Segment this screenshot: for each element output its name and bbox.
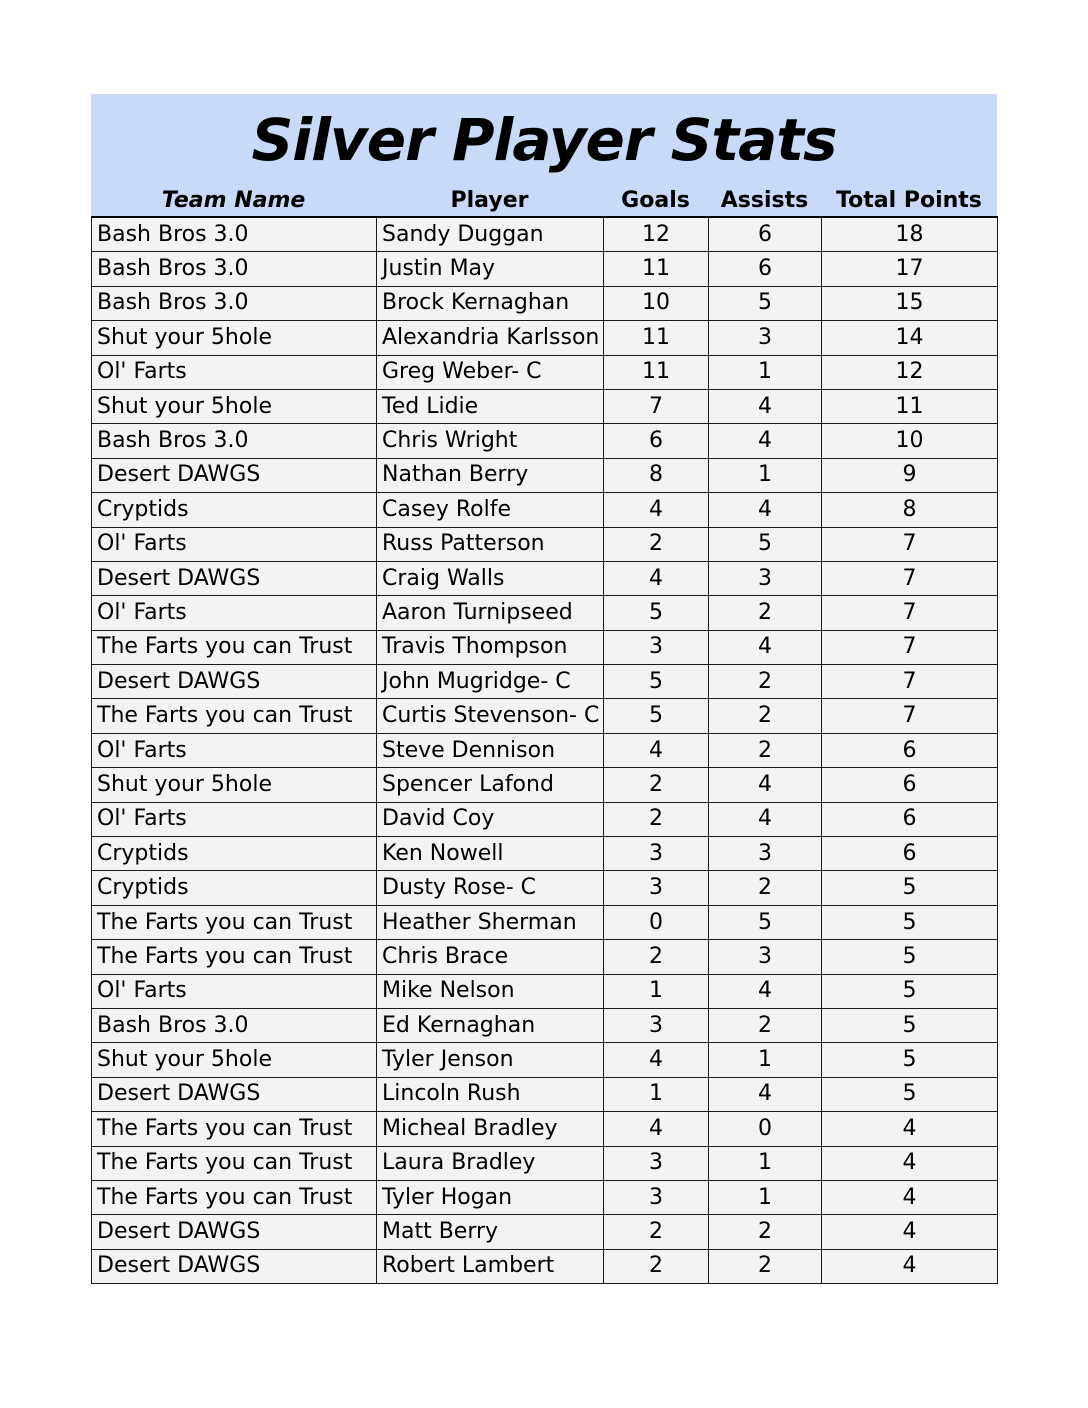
team-cell: Desert DAWGS [92,1077,377,1111]
assists-cell: 1 [709,1043,822,1077]
assists-cell: 2 [709,1215,822,1249]
assists-cell: 3 [709,321,822,355]
assists-cell: 2 [709,699,822,733]
total-points-cell: 4 [822,1112,998,1146]
player-cell: John Mugridge- C [377,665,604,699]
goals-cell: 1 [604,974,709,1008]
assists-cell: 3 [709,940,822,974]
total-points-cell: 5 [822,871,998,905]
table-row [92,458,998,492]
total-points-cell: 6 [822,733,998,767]
team-cell: Shut your 5hole [92,768,377,802]
goals-cell: 7 [604,389,709,423]
total-points-cell: 5 [822,940,998,974]
assists-cell: 4 [709,389,822,423]
assists-cell: 4 [709,768,822,802]
total-points-cell: 5 [822,1043,998,1077]
player-cell: Matt Berry [377,1215,604,1249]
table-row [92,493,998,527]
goals-cell: 5 [604,596,709,630]
table-row [92,252,998,286]
goals-cell: 12 [604,217,709,252]
assists-cell: 2 [709,1249,822,1283]
table-row [92,1215,998,1249]
goals-cell: 3 [604,1180,709,1214]
team-cell: Cryptids [92,871,377,905]
goals-cell: 5 [604,699,709,733]
total-points-cell: 7 [822,561,998,595]
goals-cell: 11 [604,321,709,355]
goals-cell: 11 [604,355,709,389]
assists-cell: 5 [709,527,822,561]
team-cell: Cryptids [92,837,377,871]
player-cell: Heather Sherman [377,905,604,939]
assists-cell: 2 [709,733,822,767]
table-row [92,733,998,767]
team-cell: The Farts you can Trust [92,1112,377,1146]
goals-cell: 6 [604,424,709,458]
table-row [92,1077,998,1111]
team-cell: Ol' Farts [92,596,377,630]
column-header-team: Team Name [161,188,306,213]
table-row [92,527,998,561]
assists-cell: 2 [709,665,822,699]
player-cell: Greg Weber- C [377,355,604,389]
assists-cell: 0 [709,1112,822,1146]
table-row [92,286,998,320]
team-cell: Bash Bros 3.0 [92,252,377,286]
player-cell: Spencer Lafond [377,768,604,802]
total-points-cell: 7 [822,527,998,561]
total-points-cell: 15 [822,286,998,320]
player-cell: Craig Walls [377,561,604,595]
goals-cell: 4 [604,1043,709,1077]
total-points-cell: 4 [822,1180,998,1214]
total-points-cell: 6 [822,802,998,836]
goals-cell: 4 [604,733,709,767]
goals-cell: 2 [604,1249,709,1283]
assists-cell: 3 [709,561,822,595]
table-row [92,596,998,630]
player-cell: Travis Thompson [377,630,604,664]
team-cell: Ol' Farts [92,527,377,561]
player-cell: Casey Rolfe [377,493,604,527]
team-cell: Bash Bros 3.0 [92,217,377,252]
goals-cell: 3 [604,630,709,664]
player-cell: Dusty Rose- C [377,871,604,905]
total-points-cell: 17 [822,252,998,286]
column-header-player: Player [450,188,529,213]
player-cell: Brock Kernaghan [377,286,604,320]
player-cell: Russ Patterson [377,527,604,561]
goals-cell: 2 [604,768,709,802]
total-points-cell: 7 [822,699,998,733]
total-points-cell: 5 [822,905,998,939]
player-cell: Ted Lidie [377,389,604,423]
header-band [91,94,997,216]
team-cell: The Farts you can Trust [92,699,377,733]
total-points-cell: 9 [822,458,998,492]
total-points-cell: 4 [822,1249,998,1283]
total-points-cell: 7 [822,596,998,630]
goals-cell: 4 [604,561,709,595]
stats-sheet [91,94,997,1284]
total-points-cell: 7 [822,630,998,664]
goals-cell: 3 [604,871,709,905]
table-row [92,699,998,733]
player-cell: Robert Lambert [377,1249,604,1283]
player-cell: Lincoln Rush [377,1077,604,1111]
goals-cell: 3 [604,837,709,871]
assists-cell: 2 [709,1008,822,1042]
assists-cell: 4 [709,802,822,836]
player-cell: Ken Nowell [377,837,604,871]
assists-cell: 4 [709,1077,822,1111]
stats-table [91,216,998,1284]
player-cell: Chris Brace [377,940,604,974]
total-points-cell: 11 [822,389,998,423]
assists-cell: 1 [709,1146,822,1180]
total-points-cell: 6 [822,837,998,871]
table-row [92,905,998,939]
total-points-cell: 14 [822,321,998,355]
total-points-cell: 12 [822,355,998,389]
team-cell: Desert DAWGS [92,665,377,699]
player-cell: Alexandria Karlsson [377,321,604,355]
table-row [92,1146,998,1180]
assists-cell: 6 [709,252,822,286]
total-points-cell: 10 [822,424,998,458]
player-cell: Tyler Hogan [377,1180,604,1214]
table-row [92,389,998,423]
total-points-cell: 8 [822,493,998,527]
team-cell: Cryptids [92,493,377,527]
assists-cell: 5 [709,905,822,939]
assists-cell: 1 [709,458,822,492]
goals-cell: 2 [604,802,709,836]
column-header-goals: Goals [621,188,690,213]
goals-cell: 5 [604,665,709,699]
player-cell: Curtis Stevenson- C [377,699,604,733]
player-cell: Steve Dennison [377,733,604,767]
team-cell: Bash Bros 3.0 [92,286,377,320]
player-cell: Mike Nelson [377,974,604,1008]
team-cell: Ol' Farts [92,974,377,1008]
goals-cell: 11 [604,252,709,286]
goals-cell: 10 [604,286,709,320]
team-cell: The Farts you can Trust [92,1180,377,1214]
total-points-cell: 7 [822,665,998,699]
table-row [92,1008,998,1042]
goals-cell: 1 [604,1077,709,1111]
team-cell: The Farts you can Trust [92,1146,377,1180]
assists-cell: 5 [709,286,822,320]
assists-cell: 3 [709,837,822,871]
table-row [92,1043,998,1077]
table-row [92,355,998,389]
player-cell: Micheal Bradley [377,1112,604,1146]
team-cell: Desert DAWGS [92,561,377,595]
team-cell: The Farts you can Trust [92,630,377,664]
column-header-total-points: Total Points [836,188,982,213]
player-cell: Ed Kernaghan [377,1008,604,1042]
player-cell: Justin May [377,252,604,286]
team-cell: Bash Bros 3.0 [92,1008,377,1042]
goals-cell: 0 [604,905,709,939]
total-points-cell: 4 [822,1146,998,1180]
assists-cell: 1 [709,1180,822,1214]
team-cell: The Farts you can Trust [92,940,377,974]
total-points-cell: 5 [822,1077,998,1111]
table-row [92,1180,998,1214]
player-cell: Laura Bradley [377,1146,604,1180]
table-row [92,1249,998,1283]
table-row [92,802,998,836]
table-row [92,424,998,458]
team-cell: Bash Bros 3.0 [92,424,377,458]
total-points-cell: 6 [822,768,998,802]
goals-cell: 2 [604,940,709,974]
table-row [92,974,998,1008]
team-cell: Desert DAWGS [92,458,377,492]
goals-cell: 2 [604,1215,709,1249]
table-row [92,871,998,905]
page-title: Silver Player Stats [251,106,837,174]
team-cell: Shut your 5hole [92,1043,377,1077]
assists-cell: 4 [709,424,822,458]
player-cell: Sandy Duggan [377,217,604,252]
stats-table-body [92,217,998,1284]
goals-cell: 4 [604,1112,709,1146]
column-headers [91,186,997,216]
assists-cell: 4 [709,630,822,664]
goals-cell: 2 [604,527,709,561]
table-row [92,321,998,355]
assists-cell: 4 [709,493,822,527]
team-cell: Shut your 5hole [92,389,377,423]
assists-cell: 2 [709,871,822,905]
team-cell: Desert DAWGS [92,1215,377,1249]
goals-cell: 8 [604,458,709,492]
player-cell: David Coy [377,802,604,836]
assists-cell: 4 [709,974,822,1008]
goals-cell: 3 [604,1146,709,1180]
table-row [92,561,998,595]
table-row [92,768,998,802]
player-cell: Aaron Turnipseed [377,596,604,630]
total-points-cell: 4 [822,1215,998,1249]
total-points-cell: 18 [822,217,998,252]
player-cell: Tyler Jenson [377,1043,604,1077]
goals-cell: 3 [604,1008,709,1042]
team-cell: Ol' Farts [92,802,377,836]
assists-cell: 1 [709,355,822,389]
total-points-cell: 5 [822,1008,998,1042]
assists-cell: 6 [709,217,822,252]
table-row [92,1112,998,1146]
team-cell: Shut your 5hole [92,321,377,355]
team-cell: Ol' Farts [92,355,377,389]
goals-cell: 4 [604,493,709,527]
table-row [92,630,998,664]
team-cell: The Farts you can Trust [92,905,377,939]
team-cell: Ol' Farts [92,733,377,767]
table-row [92,217,998,252]
total-points-cell: 5 [822,974,998,1008]
table-row [92,837,998,871]
column-header-assists: Assists [720,188,809,213]
table-row [92,940,998,974]
table-row [92,665,998,699]
player-cell: Nathan Berry [377,458,604,492]
team-cell: Desert DAWGS [92,1249,377,1283]
assists-cell: 2 [709,596,822,630]
player-cell: Chris Wright [377,424,604,458]
